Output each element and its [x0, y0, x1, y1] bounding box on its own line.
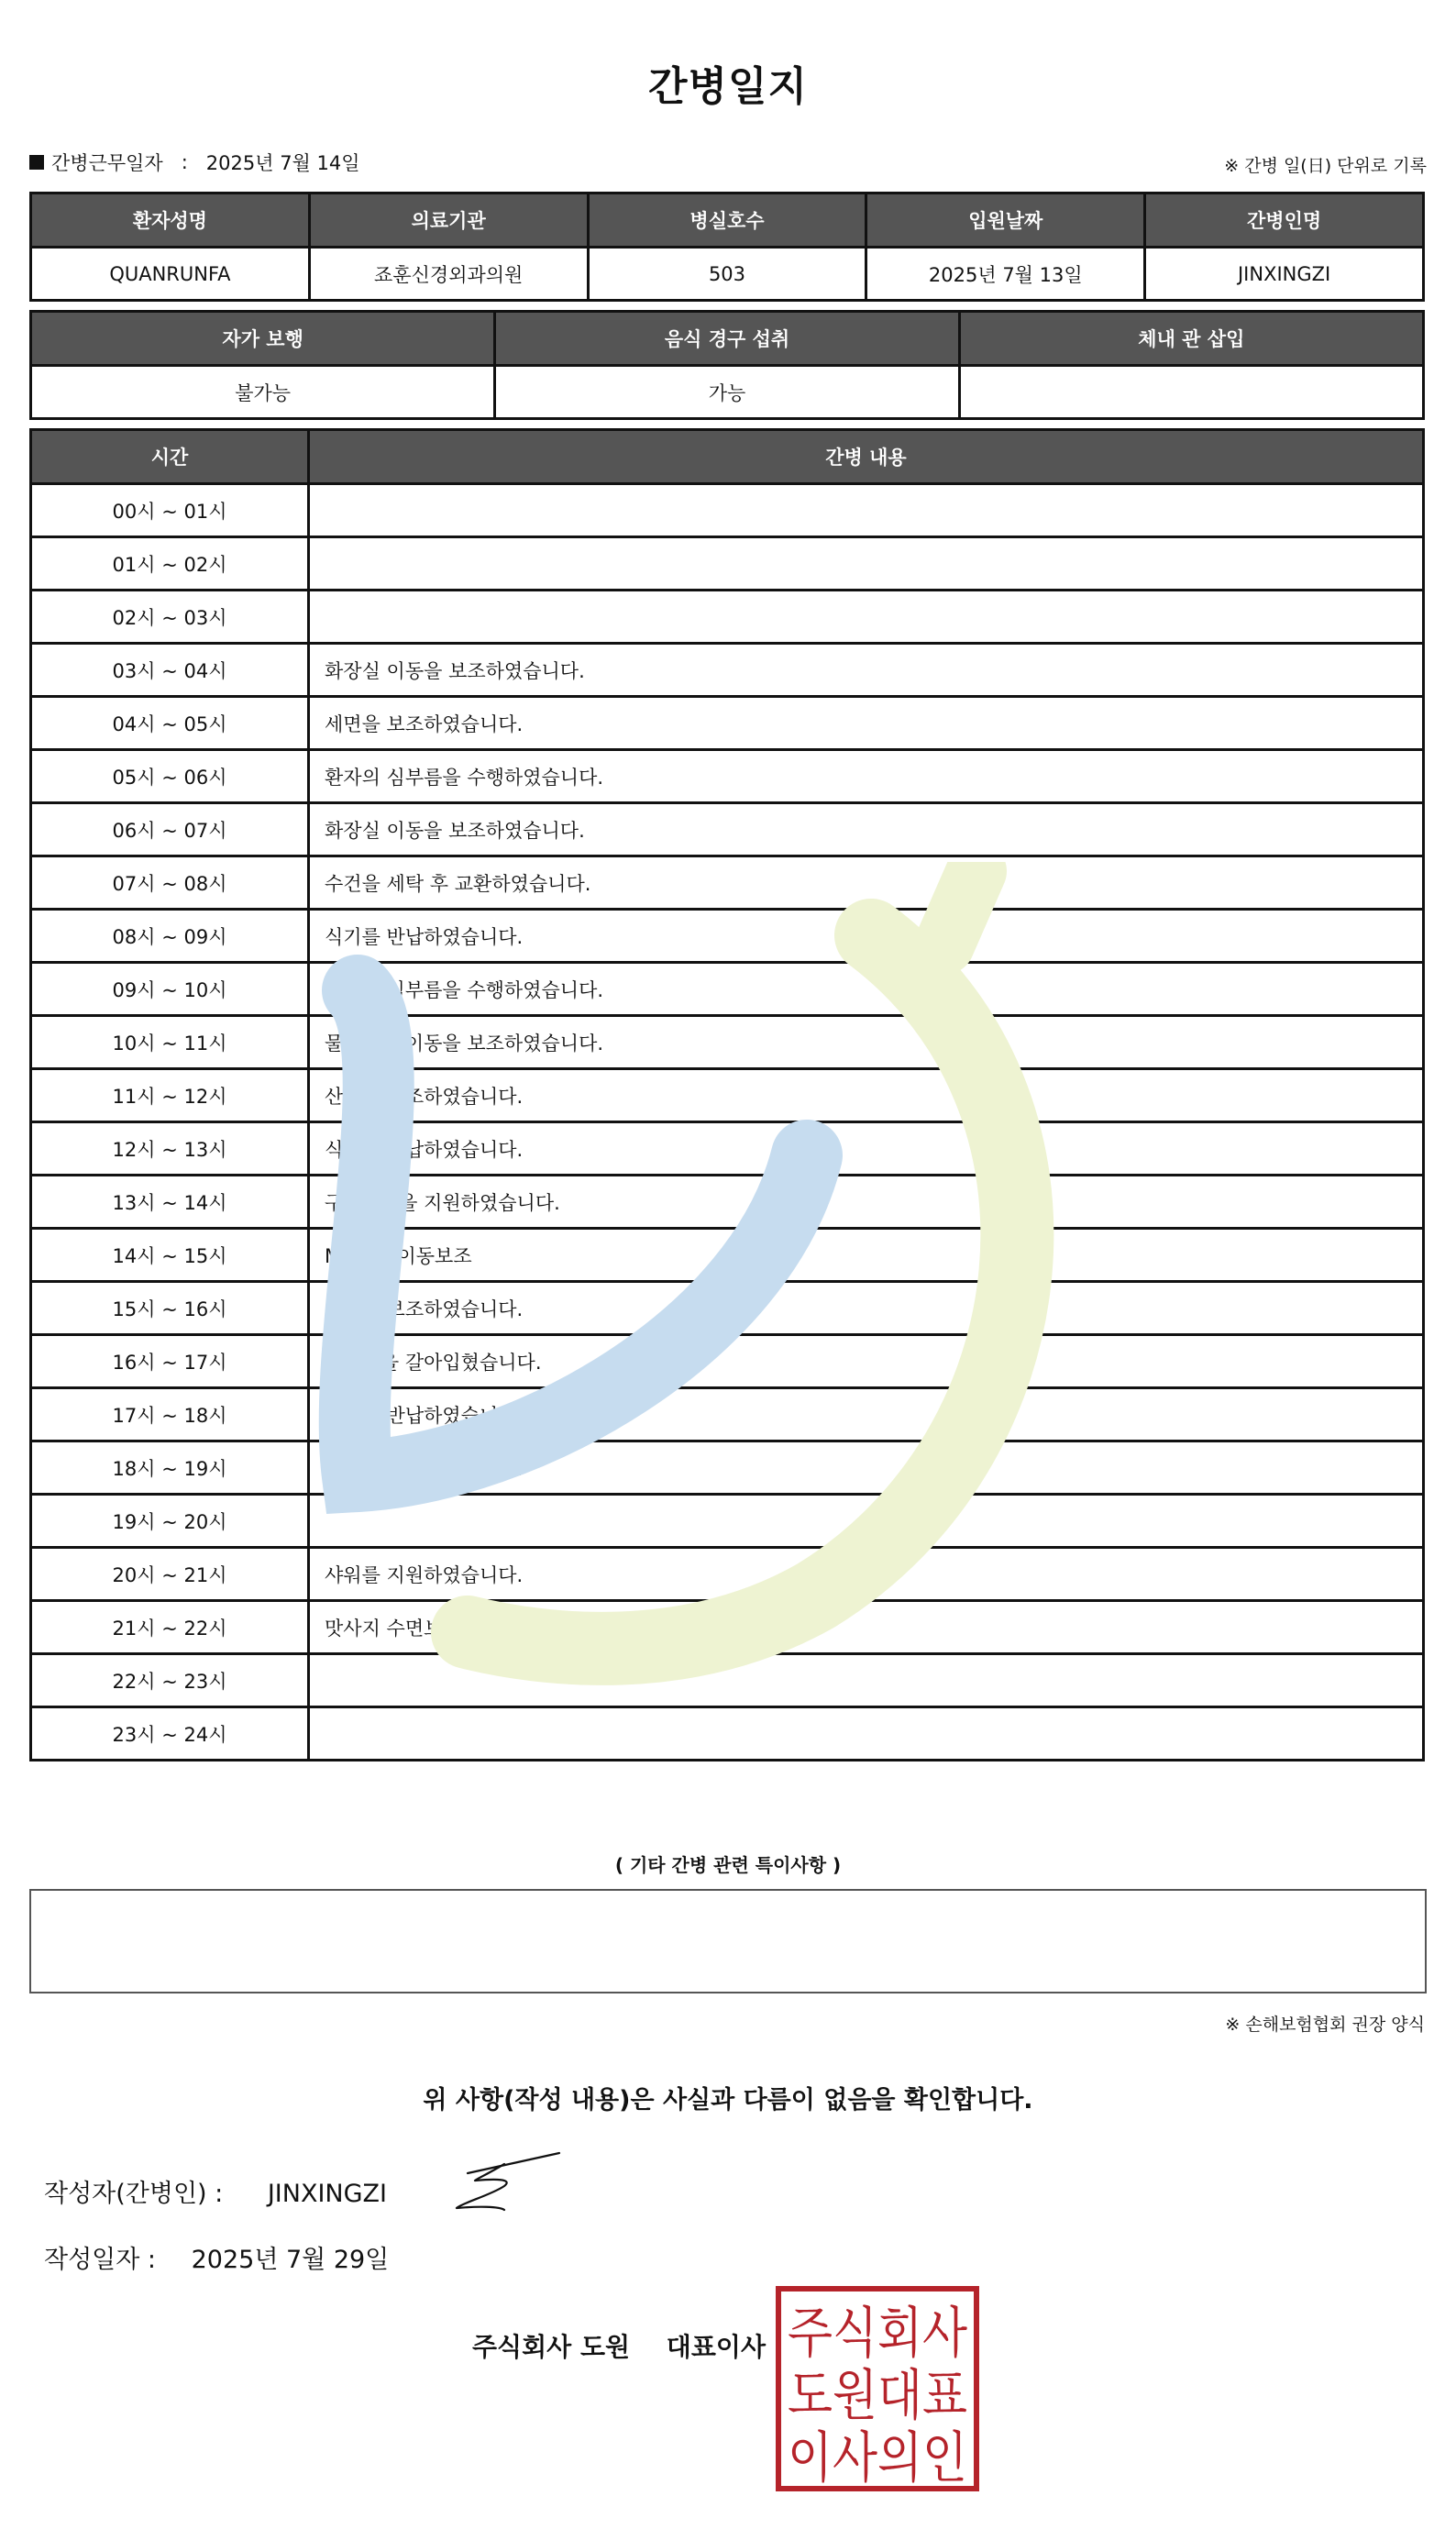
table-row	[31, 1388, 1424, 1441]
care-content	[309, 537, 1424, 591]
table-row	[31, 1176, 1424, 1229]
header-time: 시간	[31, 430, 309, 484]
time-slot: 08시 ~ 09시	[31, 910, 309, 963]
work-date	[29, 149, 360, 176]
care-content: 수건을 세탁 후 교환하였습니다.	[309, 856, 1424, 910]
header-self-walking: 자가 보행	[31, 312, 495, 366]
patient-name-value: QUANRUNFA	[31, 248, 310, 301]
header-oral-intake: 음식 경구 섭취	[495, 312, 959, 366]
table-row	[31, 1441, 1424, 1495]
care-content: 화장실 이동을 보조하였습니다.	[309, 644, 1424, 697]
company-role: 대표이사	[666, 2332, 766, 2362]
time-slot: 18시 ~ 19시	[31, 1441, 309, 1495]
time-slot: 10시 ~ 11시	[31, 1016, 309, 1069]
patient-status-table	[29, 310, 1425, 420]
time-slot: 03시 ~ 04시	[31, 644, 309, 697]
time-slot: 12시 ~ 13시	[31, 1122, 309, 1176]
confirmation-statement: 위 사항(작성 내용)은 사실과 다름이 없음을 확인합니다.	[423, 2086, 1033, 2115]
care-content: 구강청결을 지원하였습니다.	[309, 1176, 1424, 1229]
top-line	[29, 147, 1427, 180]
care-content: 세면을 보조하였습니다.	[309, 697, 1424, 750]
time-slot: 01시 ~ 02시	[31, 537, 309, 591]
table-row	[31, 1335, 1424, 1388]
table-row	[31, 1282, 1424, 1335]
care-content: 산책을 보조하였습니다.	[309, 1069, 1424, 1122]
header-room-number: 병실호수	[588, 193, 866, 248]
time-slot: 00시 ~ 01시	[31, 484, 309, 537]
status-header-row	[31, 312, 1424, 366]
header-admission-date: 입원날짜	[866, 193, 1145, 248]
work-date-separator: :	[181, 151, 188, 173]
care-log-table	[29, 428, 1425, 1761]
room-number-value: 503	[588, 248, 866, 301]
remarks-title: ( 기타 간병 관련 특이사항 )	[614, 1854, 842, 1876]
care-content: 식기를 반납하였습니다.	[309, 910, 1424, 963]
write-date-value: 2025년 7월 29일	[191, 2246, 390, 2274]
table-row	[31, 1122, 1424, 1176]
table-row	[31, 803, 1424, 856]
time-slot: 11시 ~ 12시	[31, 1069, 309, 1122]
time-slot: 15시 ~ 16시	[31, 1282, 309, 1335]
writer-name: JINXINGZI	[267, 2180, 388, 2208]
header-tube-insertion: 체내 관 삽입	[959, 312, 1423, 366]
care-content: 맛사지 수면보조	[309, 1601, 1424, 1654]
table-row	[31, 856, 1424, 910]
table-row	[31, 1069, 1424, 1122]
time-slot: 13시 ~ 14시	[31, 1176, 309, 1229]
table-row	[31, 1601, 1424, 1654]
time-slot: 07시 ~ 08시	[31, 856, 309, 910]
tube-insertion-value	[959, 366, 1423, 419]
table-row	[31, 963, 1424, 1016]
table-row	[31, 1707, 1424, 1761]
time-slot: 17시 ~ 18시	[31, 1388, 309, 1441]
care-content	[309, 1654, 1424, 1707]
care-content: 화장실 이동을 보조하였습니다.	[309, 803, 1424, 856]
self-walking-value: 불가능	[31, 366, 495, 419]
header-care-content: 간병 내용	[309, 430, 1424, 484]
write-date-line	[44, 2239, 389, 2275]
seal-line-2: 도원대표	[788, 2364, 967, 2428]
care-content: 환자의 심부름을 수행하였습니다.	[309, 750, 1424, 803]
care-content	[309, 591, 1424, 644]
table-row	[31, 644, 1424, 697]
care-content	[309, 1495, 1424, 1548]
care-content: MRI검사이동보조	[309, 1229, 1424, 1282]
seal-line-3: 이사의인	[788, 2426, 967, 2490]
hospital-value: 죠훈신경외과의원	[309, 248, 588, 301]
table-row	[31, 910, 1424, 963]
table-row	[31, 591, 1424, 644]
table-row	[31, 484, 1424, 537]
remarks-box	[29, 1889, 1427, 1993]
table-row	[31, 750, 1424, 803]
table-row	[31, 1229, 1424, 1282]
table-row	[31, 1654, 1424, 1707]
document-title: 간병일지	[647, 63, 808, 110]
company-name: 주식회사 도원	[472, 2332, 631, 2362]
patient-info-header-row	[31, 193, 1424, 248]
table-row	[31, 1016, 1424, 1069]
writer-line	[44, 2173, 387, 2209]
care-log-body	[31, 484, 1424, 1761]
care-content: 식기를 반납하였습니다.	[309, 1388, 1424, 1441]
table-row	[31, 537, 1424, 591]
time-slot: 20시 ~ 21시	[31, 1548, 309, 1601]
table-row	[31, 697, 1424, 750]
oral-intake-value: 가능	[495, 366, 959, 419]
time-slot: 21시 ~ 22시	[31, 1601, 309, 1654]
header-patient-name: 환자성명	[31, 193, 310, 248]
table-row	[31, 1548, 1424, 1601]
patient-info-table	[29, 192, 1425, 302]
care-content: 환자복을 갈아입혔습니다.	[309, 1335, 1424, 1388]
time-slot: 16시 ~ 17시	[31, 1335, 309, 1388]
write-date-label: 작성일자 :	[44, 2246, 157, 2274]
care-content: 산책을 보조하였습니다.	[309, 1282, 1424, 1335]
seal-line-1: 주식회사	[788, 2302, 968, 2366]
company-seal	[776, 2286, 979, 2491]
status-value-row	[31, 366, 1424, 419]
time-slot: 22시 ~ 23시	[31, 1654, 309, 1707]
care-log-header-row	[31, 430, 1424, 484]
header-caregiver-name: 간병인명	[1145, 193, 1424, 248]
company-signoff	[472, 2327, 766, 2364]
header-hospital: 의료기관	[309, 193, 588, 248]
time-slot: 19시 ~ 20시	[31, 1495, 309, 1548]
caregiver-name-value: JINXINGZI	[1145, 248, 1424, 301]
care-content: 산책을 보조하였습니다.	[309, 1441, 1424, 1495]
care-content	[309, 1707, 1424, 1761]
patient-info-value-row	[31, 248, 1424, 301]
form-source-note: ※ 손해보험협회 권장 양식	[1225, 2015, 1425, 2035]
admission-date-value: 2025년 7월 13일	[866, 248, 1145, 301]
time-slot: 14시 ~ 15시	[31, 1229, 309, 1282]
table-row	[31, 1495, 1424, 1548]
time-slot: 02시 ~ 03시	[31, 591, 309, 644]
record-unit-note: ※ 간병 일(日) 단위로 기록	[1224, 156, 1427, 176]
work-date-label: 간병근무일자	[51, 152, 163, 174]
time-slot: 05시 ~ 06시	[31, 750, 309, 803]
writer-label: 작성자(간병인) :	[44, 2180, 224, 2208]
time-slot: 23시 ~ 24시	[31, 1707, 309, 1761]
care-content: 물리치료 이동을 보조하였습니다.	[309, 1016, 1424, 1069]
time-slot: 09시 ~ 10시	[31, 963, 309, 1016]
work-date-value: 2025년 7월 14일	[205, 152, 360, 174]
care-content: 식기를 반납하였습니다.	[309, 1122, 1424, 1176]
bullet-square-icon	[29, 155, 44, 170]
care-content: 환자의 심부름을 수행하였습니다.	[309, 963, 1424, 1016]
handwritten-signature	[449, 2146, 568, 2214]
care-content: 샤워를 지원하였습니다.	[309, 1548, 1424, 1601]
time-slot: 04시 ~ 05시	[31, 697, 309, 750]
time-slot: 06시 ~ 07시	[31, 803, 309, 856]
care-content	[309, 484, 1424, 537]
